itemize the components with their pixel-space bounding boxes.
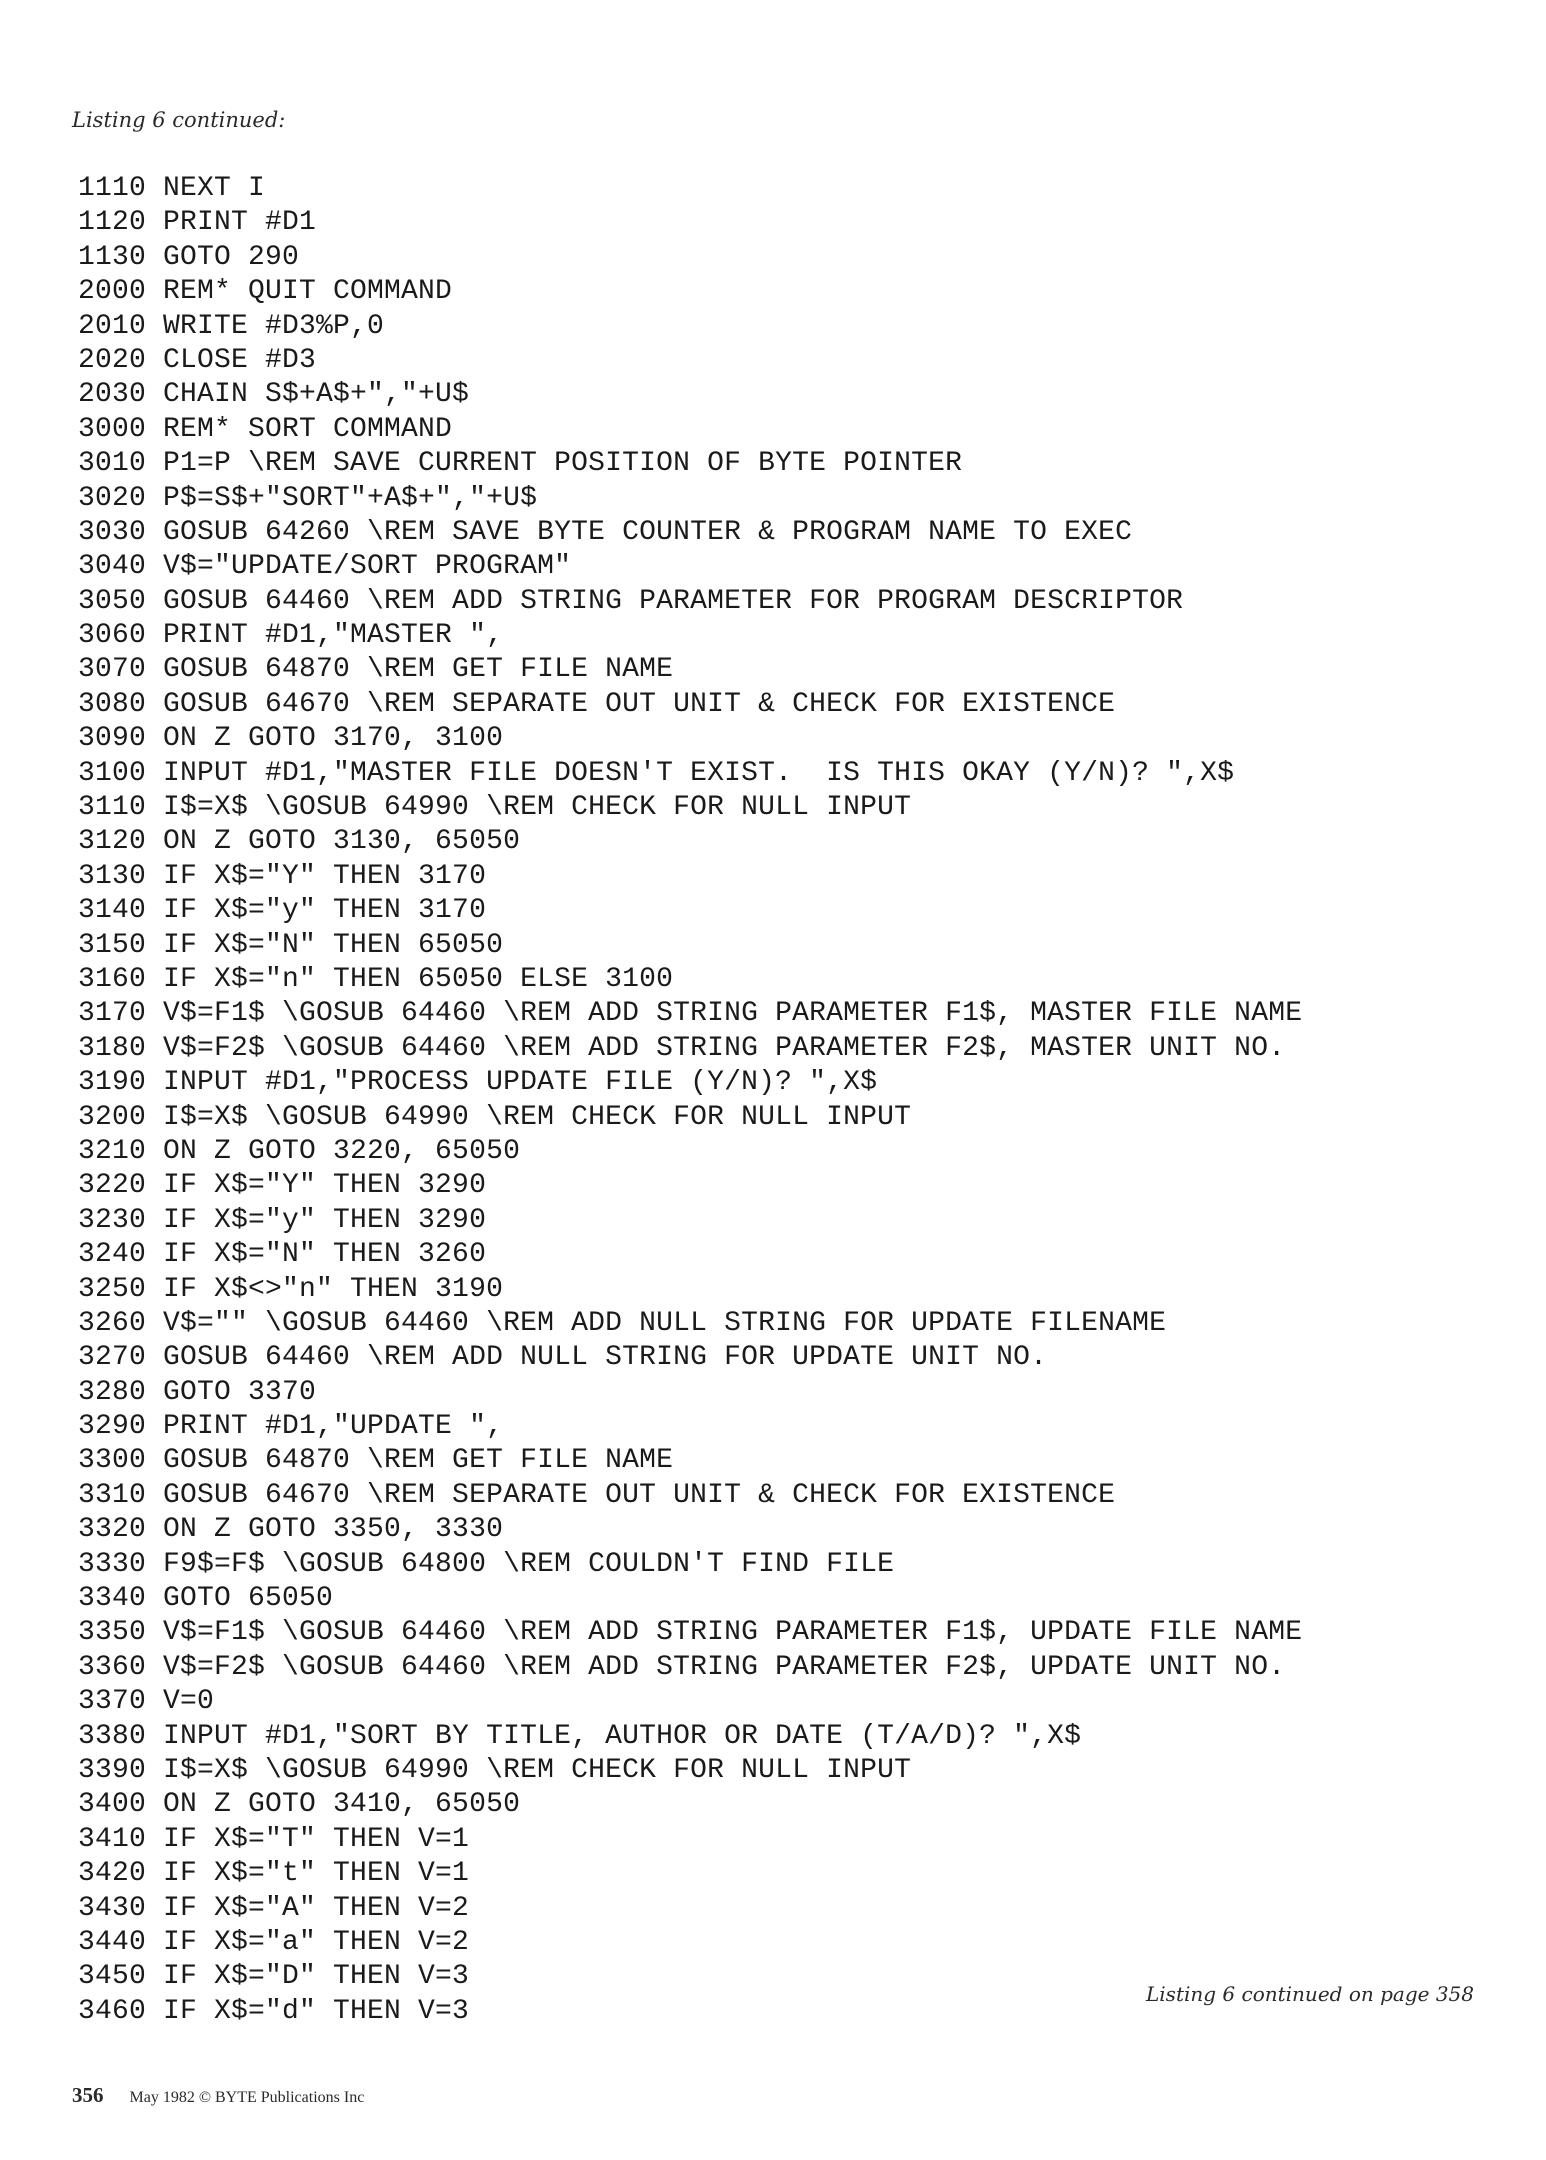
code-line: 3190 INPUT #D1,"PROCESS UPDATE FILE (Y/N)? ",X$ bbox=[78, 1067, 878, 1099]
publication-credit: May 1982 © BYTE Publications Inc bbox=[129, 2089, 365, 2106]
code-listing bbox=[78, 172, 1302, 2029]
code-line: 3080 GOSUB 64670 \REM SEPARATE OUT UNIT & CHECK FOR EXISTENCE bbox=[78, 688, 1116, 720]
code-line: 3440 IF X$="a" THEN V=2 bbox=[78, 1926, 470, 1958]
code-line: 3310 GOSUB 64670 \REM SEPARATE OUT UNIT & CHECK FOR EXISTENCE bbox=[78, 1479, 1116, 1511]
code-line: 3350 V$=F1$ \GOSUB 64460 \REM ADD STRING PARAMETER F1$, UPDATE FILE NAME bbox=[78, 1617, 1303, 1649]
listing-heading: Listing 6 continued: bbox=[72, 108, 286, 132]
code-line: 2020 CLOSE #D3 bbox=[78, 344, 317, 376]
code-line: 1130 GOTO 290 bbox=[78, 241, 300, 273]
code-line: 1110 NEXT I bbox=[78, 173, 266, 204]
code-line: 3180 V$=F2$ \GOSUB 64460 \REM ADD STRING PARAMETER F2$, MASTER UNIT NO. bbox=[78, 1032, 1286, 1064]
code-line: 3130 IF X$="Y" THEN 3170 bbox=[78, 860, 487, 892]
code-line: 3430 IF X$="A" THEN V=2 bbox=[78, 1892, 470, 1924]
code-line: 2030 CHAIN S$+A$+","+U$ bbox=[78, 379, 470, 411]
code-line: 3150 IF X$="N" THEN 65050 bbox=[78, 929, 504, 961]
code-line: 3390 I$=X$ \GOSUB 64990 \REM CHECK FOR NULL INPUT bbox=[78, 1754, 912, 1786]
code-line: 3250 IF X$<>"n" THEN 3190 bbox=[78, 1273, 504, 1305]
code-line: 3170 V$=F1$ \GOSUB 64460 \REM ADD STRING PARAMETER F1$, MASTER FILE NAME bbox=[78, 998, 1303, 1030]
code-line: 3210 ON Z GOTO 3220, 65050 bbox=[78, 1135, 521, 1167]
continued-note: Listing 6 continued on page 358 bbox=[1146, 1982, 1474, 2006]
code-line: 3070 GOSUB 64870 \REM GET FILE NAME bbox=[78, 654, 674, 686]
code-line: 3240 IF X$="N" THEN 3260 bbox=[78, 1239, 487, 1271]
code-line: 3420 IF X$="t" THEN V=1 bbox=[78, 1858, 470, 1890]
code-line: 3110 I$=X$ \GOSUB 64990 \REM CHECK FOR NULL INPUT bbox=[78, 792, 912, 824]
code-line: 3010 P1=P \REM SAVE CURRENT POSITION OF BYTE POINTER bbox=[78, 448, 963, 480]
code-line: 3120 ON Z GOTO 3130, 65050 bbox=[78, 826, 521, 858]
code-line: 3060 PRINT #D1,"MASTER ", bbox=[78, 620, 504, 652]
code-line: 3450 IF X$="D" THEN V=3 bbox=[78, 1961, 470, 1993]
code-line: 3340 GOTO 65050 bbox=[78, 1583, 334, 1615]
code-line: 2000 REM* QUIT COMMAND bbox=[78, 276, 453, 308]
code-line: 3380 INPUT #D1,"SORT BY TITLE, AUTHOR OR DATE (T/A/D)? ",X$ bbox=[78, 1720, 1082, 1752]
code-line: 3360 V$=F2$ \GOSUB 64460 \REM ADD STRING PARAMETER F2$, UPDATE UNIT NO. bbox=[78, 1651, 1286, 1683]
code-line: 3300 GOSUB 64870 \REM GET FILE NAME bbox=[78, 1445, 674, 1477]
page-number: 356 bbox=[72, 2083, 104, 2107]
code-line: 3400 ON Z GOTO 3410, 65050 bbox=[78, 1789, 521, 1821]
code-line: 3100 INPUT #D1,"MASTER FILE DOESN'T EXIST. IS THIS OKAY (Y/N)? ",X$ bbox=[78, 757, 1235, 789]
code-line: 3140 IF X$="y" THEN 3170 bbox=[78, 895, 487, 927]
code-line: 3050 GOSUB 64460 \REM ADD STRING PARAMETER FOR PROGRAM DESCRIPTOR bbox=[78, 585, 1184, 617]
code-line: 3320 ON Z GOTO 3350, 3330 bbox=[78, 1514, 504, 1546]
code-line: 3020 P$=S$+"SORT"+A$+","+U$ bbox=[78, 482, 538, 514]
code-line: 3460 IF X$="d" THEN V=3 bbox=[78, 1995, 470, 2027]
code-line: 2010 WRITE #D3%P,0 bbox=[78, 310, 385, 342]
code-line: 3220 IF X$="Y" THEN 3290 bbox=[78, 1170, 487, 1202]
code-line: 3280 GOTO 3370 bbox=[78, 1376, 317, 1408]
code-line: 3270 GOSUB 64460 \REM ADD NULL STRING FOR UPDATE UNIT NO. bbox=[78, 1342, 1048, 1374]
code-line: 3370 V=0 bbox=[78, 1686, 215, 1718]
code-line: 3040 V$="UPDATE/SORT PROGRAM" bbox=[78, 551, 572, 583]
code-line: 3290 PRINT #D1,"UPDATE ", bbox=[78, 1411, 504, 1443]
code-line: 3230 IF X$="y" THEN 3290 bbox=[78, 1204, 487, 1236]
code-line: 3410 IF X$="T" THEN V=1 bbox=[78, 1823, 470, 1855]
code-line: 3260 V$="" \GOSUB 64460 \REM ADD NULL STRING FOR UPDATE FILENAME bbox=[78, 1307, 1167, 1339]
code-line: 3090 ON Z GOTO 3170, 3100 bbox=[78, 723, 504, 755]
code-line: 3000 REM* SORT COMMAND bbox=[78, 413, 453, 445]
code-line: 3330 F9$=F$ \GOSUB 64800 \REM COULDN'T FIND FILE bbox=[78, 1548, 895, 1580]
code-line: 1120 PRINT #D1 bbox=[78, 207, 317, 239]
page-footer bbox=[72, 2083, 364, 2108]
code-line: 3200 I$=X$ \GOSUB 64990 \REM CHECK FOR NULL INPUT bbox=[78, 1101, 912, 1133]
code-line: 3030 GOSUB 64260 \REM SAVE BYTE COUNTER & PROGRAM NAME TO EXEC bbox=[78, 516, 1133, 548]
code-line: 3160 IF X$="n" THEN 65050 ELSE 3100 bbox=[78, 963, 674, 995]
